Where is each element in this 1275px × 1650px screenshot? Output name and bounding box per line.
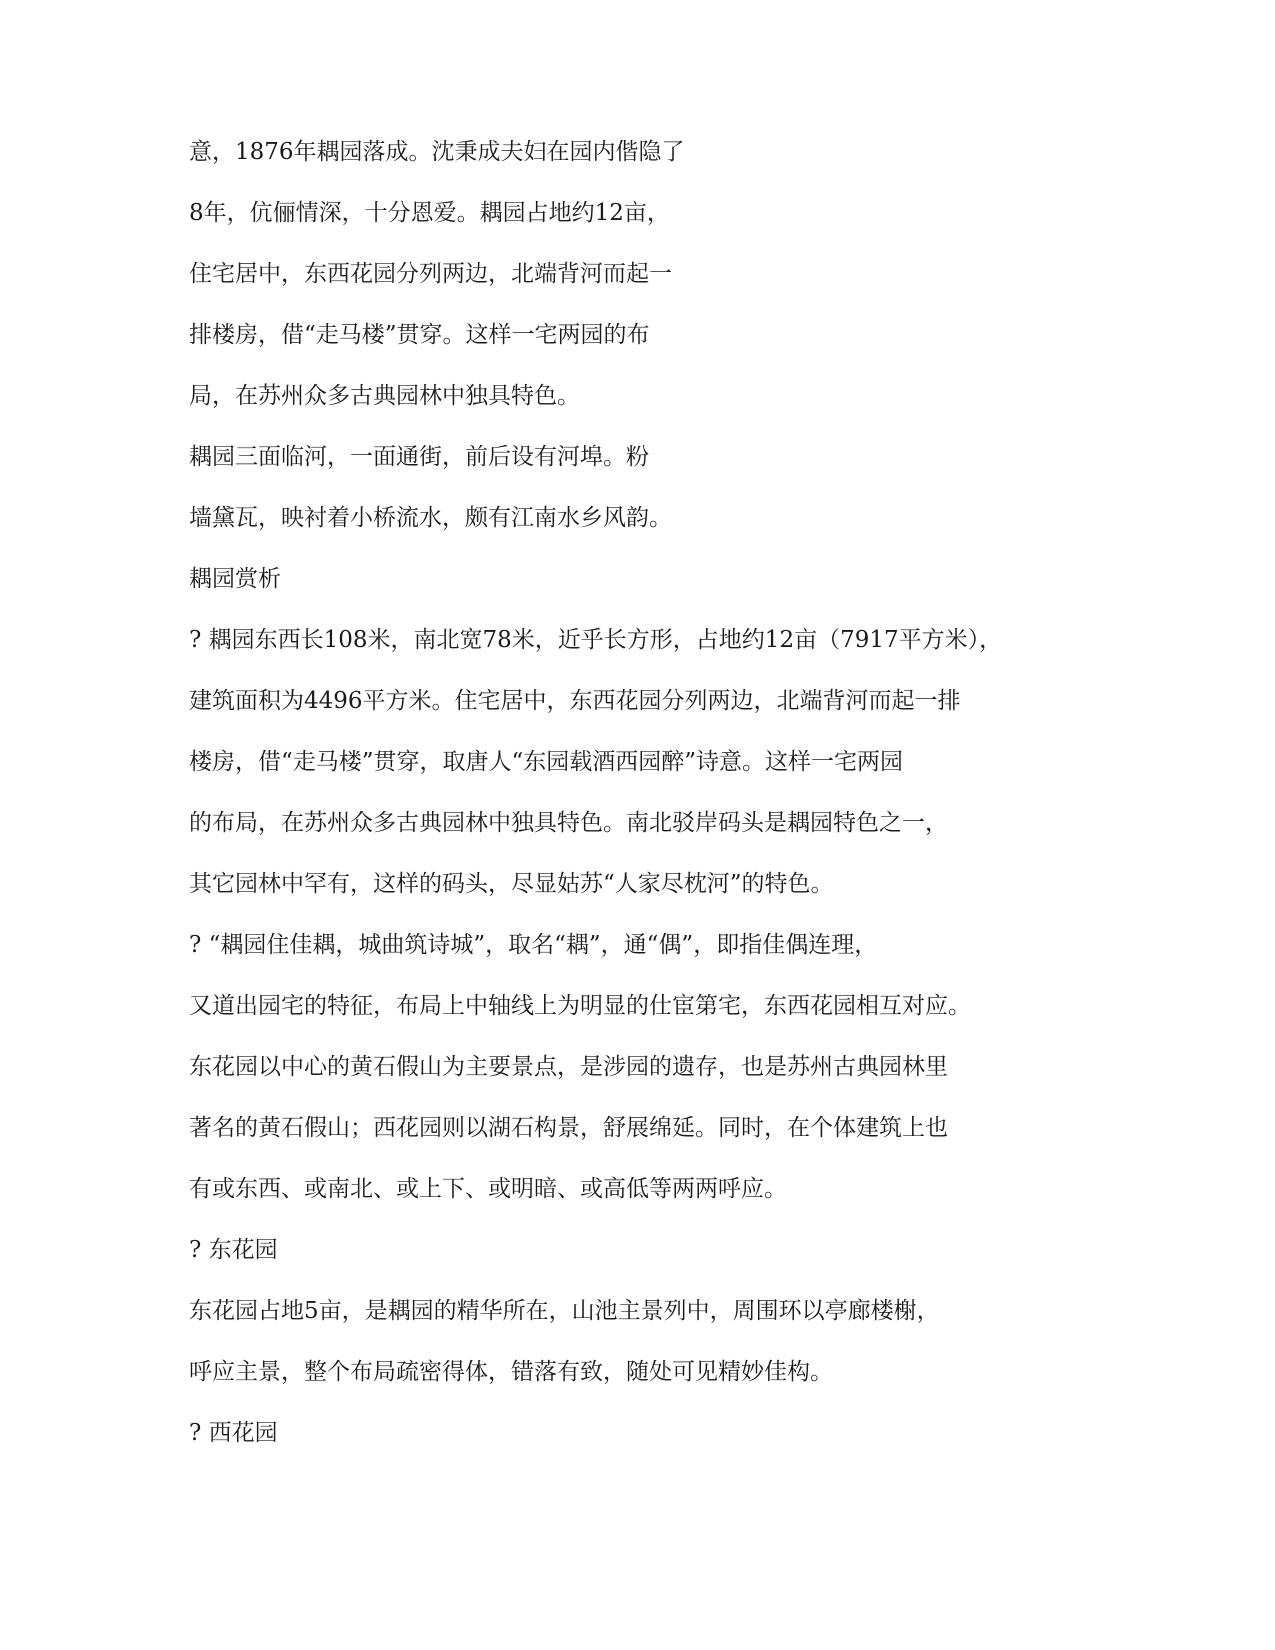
text-line: 住宅居中，东西花园分列两边，北端背河而起一: [189, 261, 672, 287]
text-line: 的布局，在苏州众多古典园林中独具特色。南北驳岸码头是耦园特色之一，: [189, 810, 948, 836]
text-line: ? 耦园东西长108米，南北宽78米，近乎长方形，占地约12亩（7917平方米），: [189, 627, 1003, 653]
text-line: 楼房，借“走马楼”贯穿，取唐人“东园载酒西园醉”诗意。这样一宅两园: [189, 749, 904, 775]
text-line: 其它园林中罕有，这样的码头，尽显姑苏“人家尽枕河”的特色。: [189, 871, 834, 897]
text-line: 建筑面积为4496平方米。住宅居中，东西花园分列两边，北端背河而起一排: [189, 688, 961, 714]
text-line: 意，1876年耦园落成。沈秉成夫妇在园内偕隐了: [189, 139, 685, 165]
text-line: 又道出园宅的特征，布局上中轴线上为明显的仕宦第宅，东西花园相互对应。: [189, 993, 971, 1019]
text-line: 东花园占地5亩，是耦园的精华所在，山池主景列中，周围环以亭廊楼榭，: [189, 1298, 940, 1324]
text-line: 8年，伉俪情深，十分恩爱。耦园占地约12亩，: [189, 200, 670, 226]
text-line: 著名的黄石假山；西花园则以湖石构景，舒展绵延。同时，在个体建筑上也: [189, 1115, 948, 1141]
text-line: 墙黛瓦，映衬着小桥流水，颇有江南水乡风韵。: [189, 505, 672, 531]
text-line: ? “耦园住佳耦，城曲筑诗城”，取名“耦”，通“偶”，即指佳偶连理，: [189, 932, 878, 958]
subsection-heading: ? 东花园: [189, 1237, 278, 1263]
text-line: 局，在苏州众多古典园林中独具特色。: [189, 383, 580, 409]
subsection-heading: ? 西花园: [189, 1420, 278, 1446]
section-heading: 耦园赏析: [189, 566, 281, 592]
text-line: 耦园三面临河，一面通街，前后设有河埠。粉: [189, 444, 649, 470]
body-text: [189, 137, 1089, 1479]
text-line: 呼应主景，整个布局疏密得体，错落有致，随处可见精妙佳构。: [189, 1359, 833, 1385]
text-line: 排楼房，借“走马楼”贯穿。这样一宅两园的布: [189, 322, 650, 348]
text-line: 东花园以中心的黄石假山为主要景点，是涉园的遗存，也是苏州古典园林里: [189, 1054, 948, 1080]
text-line: 有或东西、或南北、或上下、或明暗、或高低等两两呼应。: [189, 1176, 787, 1202]
